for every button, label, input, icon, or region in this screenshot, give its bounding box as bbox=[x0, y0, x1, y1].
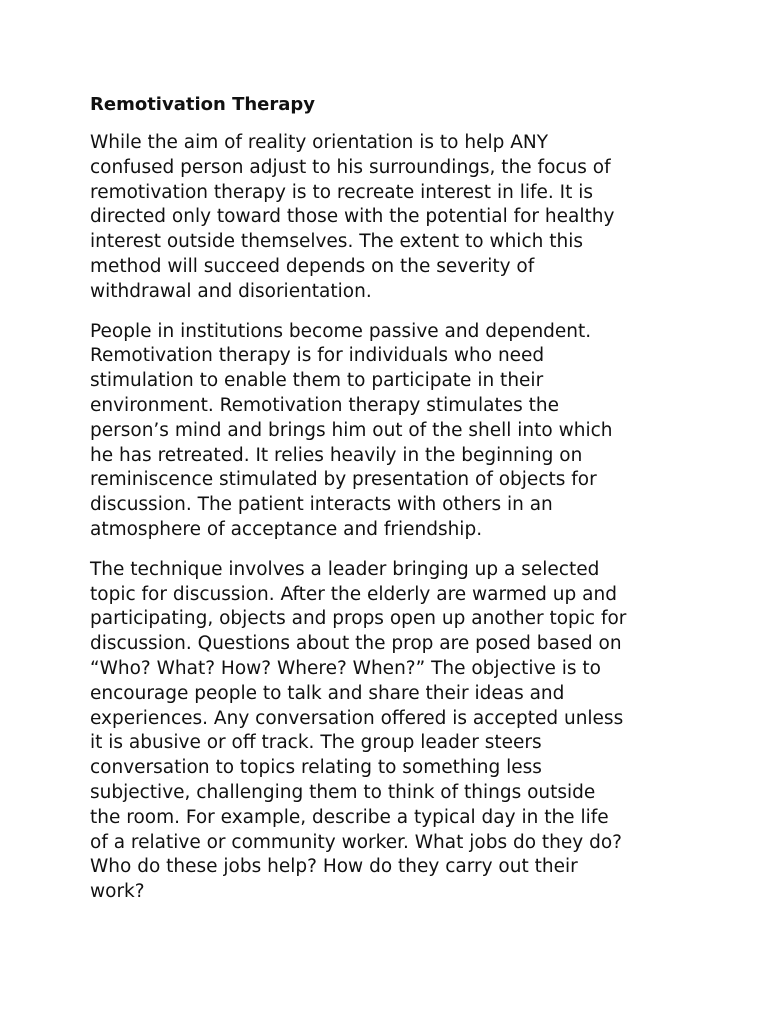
text-line: interest outside themselves. The extent to which this bbox=[90, 231, 583, 253]
text-line: reminiscence stimulated by presentation of objects for bbox=[90, 469, 597, 491]
text-line: directed only toward those with the potential for healthy bbox=[90, 206, 615, 228]
text-line: topic for discussion. After the elderly are warmed up and bbox=[90, 583, 617, 605]
text-line: stimulation to enable them to participate in their bbox=[90, 370, 544, 392]
text-line: atmosphere of acceptance and friendship. bbox=[90, 518, 483, 540]
text-line: withdrawal and disorientation. bbox=[90, 280, 372, 302]
text-line: the room. For example, describe a typical day in the life bbox=[90, 806, 609, 828]
text-line: subjective, challenging them to think of things outside bbox=[90, 781, 596, 803]
paragraph-2 bbox=[90, 320, 695, 543]
text-line: People in institutions become passive and dependent. bbox=[90, 320, 592, 342]
text-line: “Who? What? How? Where? When?” The objective is to bbox=[90, 657, 601, 679]
text-line: Who do these jobs help? How do they carry out their bbox=[90, 856, 578, 878]
text-line: Remotivation therapy is for individuals who need bbox=[90, 345, 545, 367]
paragraph-3 bbox=[90, 558, 695, 905]
text-line: person’s mind and brings him out of the shell into which bbox=[90, 419, 613, 441]
text-line: environment. Remotivation therapy stimulates the bbox=[90, 394, 559, 416]
text-line: discussion. Questions about the prop are posed based on bbox=[90, 633, 622, 655]
text-line: experiences. Any conversation offered is accepted unless bbox=[90, 707, 624, 729]
text-line: While the aim of reality orientation is to help ANY bbox=[90, 132, 549, 153]
text-line: method will succeed depends on the severity of bbox=[90, 255, 535, 277]
text-line: remotivation therapy is to recreate interest in life. It is bbox=[90, 181, 593, 203]
text-line: confused person adjust to his surroundings, the focus of bbox=[90, 156, 611, 178]
text-line: participating, objects and props open up another topic for bbox=[90, 608, 627, 630]
text-line: it is abusive or off track. The group leader steers bbox=[90, 732, 542, 754]
document-page bbox=[90, 92, 695, 920]
paragraph-1 bbox=[90, 131, 695, 305]
document-title: Remotivation Therapy bbox=[90, 94, 316, 115]
text-line: of a relative or community worker. What jobs do they do? bbox=[90, 831, 622, 853]
text-line: he has retreated. It relies heavily in the beginning on bbox=[90, 444, 583, 466]
text-line: The technique involves a leader bringing up a selected bbox=[90, 558, 600, 580]
text-line: conversation to topics relating to something less bbox=[90, 757, 542, 779]
text-line: discussion. The patient interacts with others in an bbox=[90, 494, 553, 516]
text-line: work? bbox=[90, 881, 145, 903]
text-line: encourage people to talk and share their ideas and bbox=[90, 682, 565, 704]
